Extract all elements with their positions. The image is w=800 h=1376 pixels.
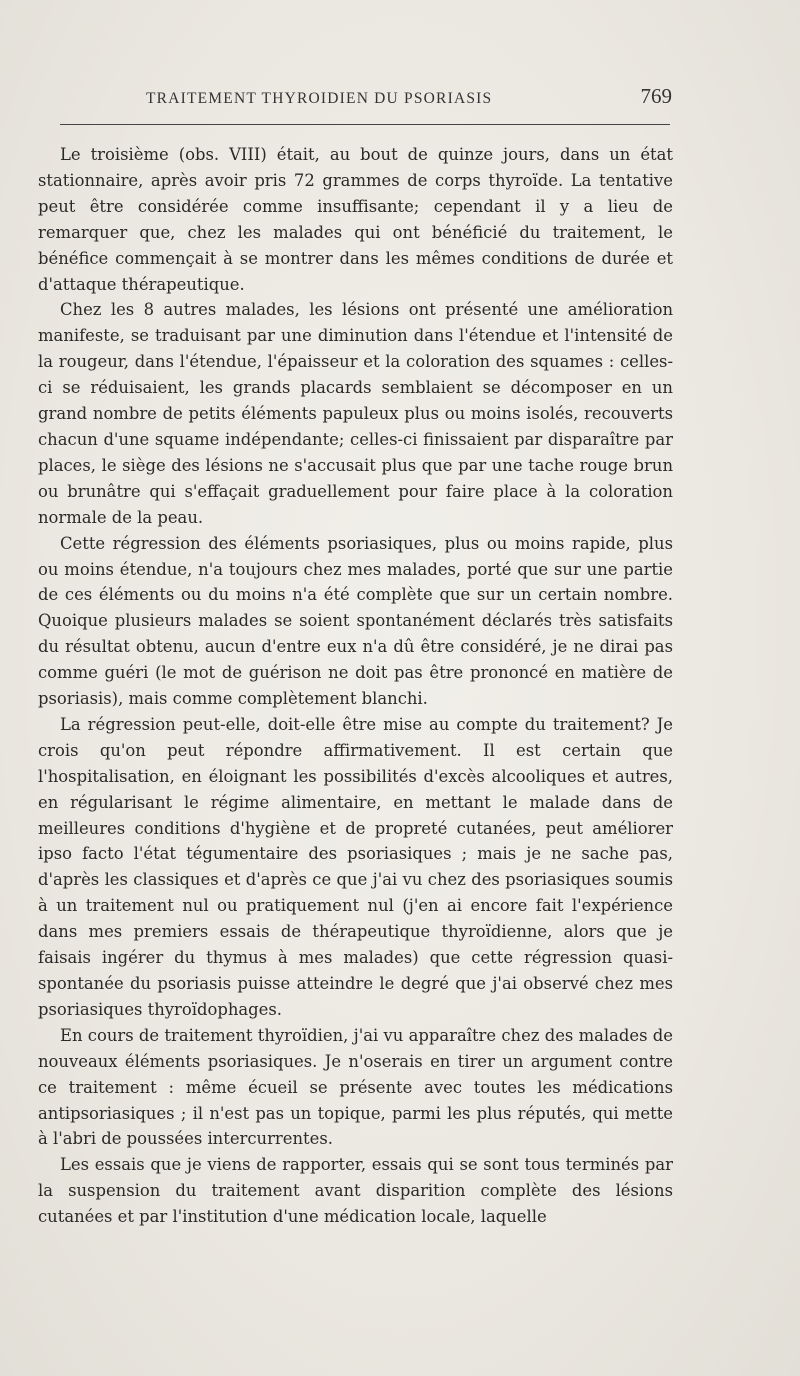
paragraph: Les essais que je viens de rapporter, essais qui se sont tous terminés par la suspension du traitement avant disparition complète des lésions cutanées et par l'institution d'une médication locale, laquelle [38, 1155, 673, 1227]
page-header [60, 84, 680, 118]
page-number: 769 [640, 84, 672, 108]
paragraph: La régression peut-elle, doit-elle être mise au compte du traitement? Je crois qu'on peut répondre affirmativement. Il est certain que l'hospitalisation, en éloignant les possibilités d'excès alcooliques et autres, en régularisant le régime alimentaire, en mettant le malade dans de meilleures conditions d'hygiène et de propreté cutanées, peut améliorer ipso facto l'état tégumentaire des psoriasiques ; mais je ne sache pas, d'après les classiques et d'après ce que j'ai vu chez des psoriasiques soumis à un traitement nul ou pratiquement nul (j'en ai encore fait l'expérience dans mes premiers essais de thérapeutique thyroïdienne, alors que je faisais ingérer du thymus à mes malades) que cette régression quasi-spontanée du psoriasis puisse atteindre le degré que j'ai observé chez mes psoriasiques thyroïdophages. [38, 714, 673, 1019]
paragraph: Le troisième (obs. VIII) était, au bout de quinze jours, dans un état stationnaire, après avoir pris 72 grammes de corps thyroïde. La tentative peut être considérée comme insuffisante; cependant il y a lieu de remarquer que, chez les malades qui ont bénéficié du traitement, le bénéfice commençait à se montrer dans les mêmes conditions de durée et d'attaque thérapeutique. [38, 145, 673, 294]
paragraph: En cours de traitement thyroïdien, j'ai vu apparaître chez des malades de nouveaux éléments psoriasiques. Je n'oserais en tirer un argument contre ce traitement : même écueil se présente avec toutes les médications antipsoriasiques ; il n'est pas un topique, parmi les plus réputés, qui mette à l'abri de poussées intercurrentes. [38, 1025, 673, 1149]
paragraph: Cette régression des éléments psoriasiques, plus ou moins rapide, plus ou moins étendue, n'a toujours chez mes malades, porté que sur une partie de ces éléments ou du moins n'a été complète que sur un certain nombre. Quoique plusieurs malades se soient spontanément déclarés très satisfaits du résultat obtenu, aucun d'entre eux n'a dû être considéré, je ne dirai pas comme guéri (le mot de guérison ne doit pas être prononcé en matière de psoriasis), mais comme complètement blanchi. [38, 533, 673, 709]
paragraph: Chez les 8 autres malades, les lésions ont présenté une amélioration manifeste, se traduisant par une diminution dans l'étendue et l'intensité de la rougeur, dans l'étendue, l'épaisseur et la coloration des squames : celles-ci se réduisaient, les grands placards semblaient se décomposer en un grand nombre de petits éléments papuleux plus ou moins isolés, recouverts chacun d'une squame indépendante; celles-ci finissaient par disparaître par places, le siège des lésions ne s'accusait plus que par une tache rouge brun ou brunâtre qui s'effaçait graduellement pour faire place à la coloration normale de la peau. [38, 300, 673, 527]
body-text [38, 142, 673, 1230]
running-title: TRAITEMENT THYROIDIEN DU PSORIASIS [146, 90, 493, 107]
header-rule [60, 124, 670, 125]
